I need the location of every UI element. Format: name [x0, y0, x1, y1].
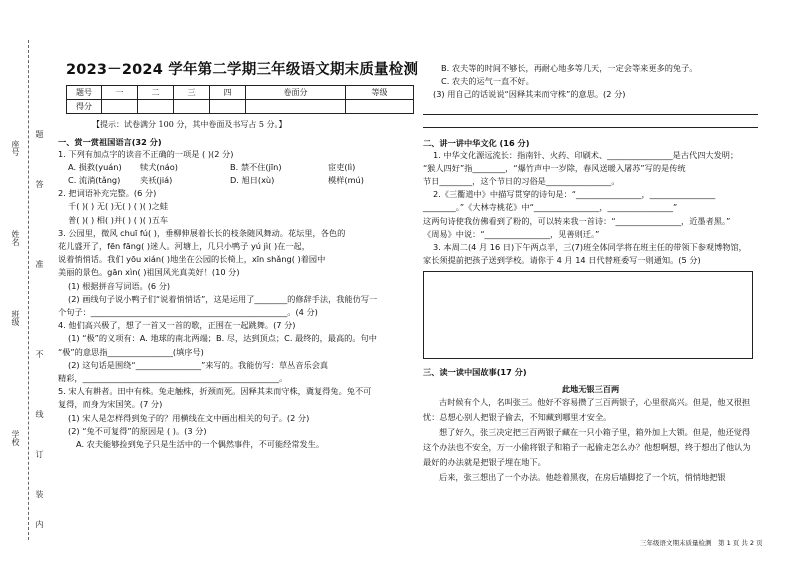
score-header: 卷面分 [246, 86, 346, 100]
score-header: 二 [138, 86, 174, 100]
sub-question: (1) 宋人是怎样得到兔子的？用横线在文中画出相关的句子。(2 分) [68, 412, 310, 423]
binding-label: 学校 [11, 430, 20, 446]
score-header: 一 [102, 86, 138, 100]
binding-label: 订 [35, 450, 44, 458]
sub-question: (2) “兔不可复得”的原因是 ( )。(3 分) [68, 425, 207, 436]
passage-line: 3. 公园里，微风 chuī fú( )，垂柳伸展着长长的枝条随风舞动。花坛里，各色的 [58, 227, 346, 238]
option: 模样(mú) [328, 175, 364, 186]
passage-line: 复得，而身为宋国笑。(7 分) [58, 399, 163, 410]
binding-margin [10, 40, 50, 540]
left-column [58, 58, 420, 451]
section-heading: 三、读一读中国故事(17 分) [423, 367, 527, 378]
binding-label: 答 [35, 180, 44, 188]
option: C. 农夫的运气一直不好。 [441, 76, 534, 87]
story-paragraph: 后来，张三想出了一个办法。他趁着黑夜，在房后墙脚挖了一个坑，悄悄地把银 [439, 472, 726, 483]
sub-question: (1) 根据拼音写词语。(6 分) [68, 280, 171, 291]
question-text: 3. 本周二(4 月 16 日)下午两点半，三(7)班全体同学将在班主任的带领下参观博物馆， [433, 242, 747, 253]
binding-label: 不 [35, 350, 44, 358]
story-paragraph: 古时候有个人，名叫张三。他好不容易攒了三百两银子，心里很高兴。但是，他又很担忧：总想心别人把银子偷去，不知藏到哪里才安全。 [423, 397, 751, 423]
option: B. 农夫等的时间不够长，再耐心地多等几天，一定会等来更多的兔子。 [441, 63, 698, 73]
score-cell[interactable] [346, 100, 414, 114]
page-footer: 三年级语文期末质量检测 第 1 页 共 2 页 [640, 539, 763, 547]
question-text: 2. 把词语补充完整。(6 分) [58, 188, 157, 199]
score-header: 三 [174, 86, 210, 100]
sub-question: (3) 用自己的话说说“因释其耒而守株”的意思。(2 分) [433, 89, 626, 100]
fill-blank-row: 千( )( ) 无( )无( ) ( )( )之蛙 [68, 201, 169, 212]
question-options [58, 174, 420, 187]
question-text: “猴人四好”指________，“爆竹声中一岁除，春风送暖入屠苏”写的是传统 [423, 162, 686, 173]
binding-label: 装 [35, 490, 44, 498]
answer-line[interactable]: “极”的意思指________________(填序号) [58, 346, 204, 357]
story-title: 此地无银三百两 [561, 384, 620, 395]
option: C. 流淌(tǎng) [68, 175, 121, 186]
binding-label: 姓名 [11, 230, 20, 246]
sub-question: (2) 画线句子说小鸭子们“说着悄悄话”，这是运用了________的修辞手法，我能仿写一 [68, 293, 378, 304]
passage-line: 花儿盛开了，fēn fāng( )迷人。河塘上，几只小鸭子 yú jì( )在一起， [58, 241, 310, 252]
question-text: 2.《三衢道中》中描写贯穿的诗句是：“________________，________________ [433, 189, 716, 200]
score-cell[interactable] [174, 100, 210, 114]
question-text: 1. 下列有加点字的读音不正确的一项是 ( )(2 分) [58, 149, 234, 159]
option: 夹袄(jiá) [140, 175, 173, 186]
passage-line: 5. 宋人有耕者。田中有株。兔走触株，折颈而死。因释其耒而守株，冀复得兔。兔不可 [58, 386, 372, 397]
passage-line: 说着悄悄话。我们 yōu xián( )地坐在公园的长椅上，xīn shǎng( )着园中 [58, 254, 326, 265]
option: A. 损救(yuán) [68, 162, 122, 173]
sub-question: (2) 这句话是围绕“________________”来写的。我能仿写：草丛音乐会真 [68, 359, 329, 370]
question-options [58, 161, 420, 174]
binding-label: 线 [35, 410, 44, 418]
score-cell[interactable] [210, 100, 246, 114]
question-text: 1. 中华文化源远流长：指南针、火药、印刷术、________________是古代四大发明； [433, 149, 739, 160]
score-cell[interactable] [102, 100, 138, 114]
question-text: 4. 他们高兴极了，想了一首又一首的歌，正围在一起跳舞。(7 分) [58, 320, 296, 331]
question-text: 家长须提前把孩子送到学校。请你于 4 月 14 日代替班委写一则通知。(5 分) [423, 255, 701, 266]
binding-label: 准 [35, 260, 44, 268]
answer-line[interactable] [423, 127, 758, 128]
score-header: 等级 [346, 86, 414, 100]
binding-dashed-line [28, 40, 29, 540]
passage-line: 美丽的景色。gān xìn( )祖国风光真美好！(10 分) [58, 267, 240, 278]
score-cell[interactable] [138, 100, 174, 114]
right-column [423, 62, 758, 485]
option: D. 旭日(xù) [230, 175, 275, 186]
question-text: 节日________，这个节日的习俗是________________。 [423, 176, 620, 187]
binding-label: 座号 [11, 140, 20, 156]
notice-writing-box[interactable] [423, 271, 753, 359]
section-heading: 一、赏一赏祖国语言(32 分) [58, 137, 162, 147]
answer-line[interactable]: 精彩，________________________________________________。 [58, 373, 288, 384]
binding-label: 班级 [11, 310, 20, 326]
answer-line[interactable]: 个句子：________________________________________________。(4 分) [58, 307, 318, 318]
score-cell[interactable] [246, 100, 346, 114]
question-text: ________。”《大林寺桃花》中“________________，________________” [423, 202, 678, 213]
sub-question: (1) “极”的义项有：A. 地球的南北两端；B. 尽，达到顶点；C. 最终的，最高的。句中 [68, 333, 377, 344]
binding-label: 题 [35, 130, 44, 138]
answer-line[interactable] [423, 114, 758, 115]
page-title: 2023－2024 学年第二学期三年级语文期末质量检测 [66, 62, 419, 78]
exam-tip: 【提示：试卷满分 100 分，其中卷面及书写占 5 分。】 [92, 120, 287, 129]
question-text: 这两句诗使我仿佛看到了粉的，可以转来我一首诗：“________________，近墨者黑。” [423, 215, 731, 226]
score-header: 题号 [67, 86, 102, 100]
option: A. 农夫能够捡到兔子只是生活中的一个偶然事件，不可能经常发生。 [76, 439, 325, 450]
option: B. 禁不住(jīn) [230, 162, 282, 173]
fill-blank-row: 普( )( ) 相( )并( ) ( )( )五车 [68, 214, 169, 225]
score-row-label: 得分 [67, 100, 102, 114]
score-table [66, 85, 414, 114]
story-paragraph: 想了好久，张三决定把三百两银子藏在一只小箱子里，箱外加上大锁。但是，他还觉得这个办法也不安全，万一小偷将银子和箱子一起偷走怎么办？他想啊想，终于想出了他认为最好的办法就是把银子埋在地下。 [423, 427, 751, 468]
question-text: 《周易》中说：“________________，见善则迁。” [423, 228, 600, 239]
option: 宦吏(lì) [328, 162, 356, 173]
binding-label: 内 [35, 520, 44, 528]
score-header: 四 [210, 86, 246, 100]
option: 犊犬(náo) [140, 162, 178, 173]
section-heading: 二、讲一讲中华文化 (16 分) [423, 137, 530, 148]
